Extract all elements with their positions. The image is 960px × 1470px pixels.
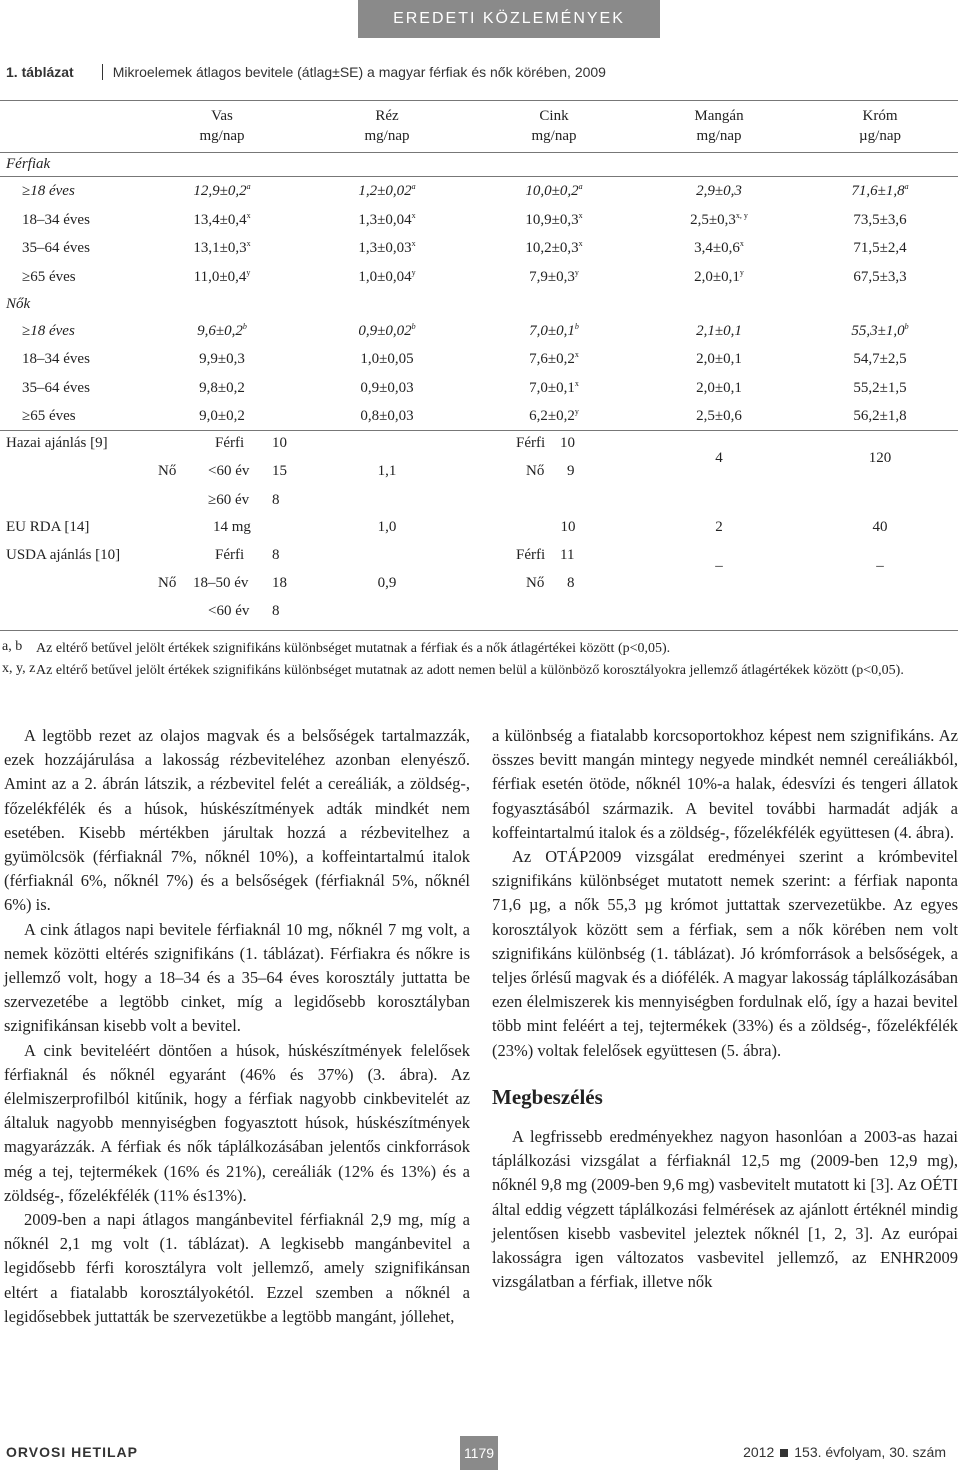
column-unit: mg/nap: [364, 128, 410, 144]
row-label: 18–34 éves: [22, 351, 90, 367]
recommendation-cell: Férfi: [516, 547, 546, 563]
row-label: 35–64 éves: [22, 240, 90, 256]
recommendation-cell: Férfi: [516, 435, 546, 451]
recommendation-cell: 10: [560, 435, 575, 451]
page-number: 1179: [463, 1445, 495, 1461]
recommendation-cell: –: [715, 558, 723, 574]
paragraph: A cink beviteléért döntően a húsok, húskészítmények felelősek férfiaknál és nőknél egyaránt (46% és 37%) (3. ábra). Az élelmiszerprofilból kitűnik, hogy a férfiak nagyobb cinkbevitelét az általuk nagyobb mennyiségben fogyasztott húsok, húskészítmények magyarázzák. A férfiak és nők táplálkozásában jelentős cinkforrások még a tej, tejtermékek (16% és 21%), cereáliák (12% és 13%) és a zöldség-, főzelékfélék (11% és13%).: [4, 1040, 470, 1205]
recommendation-cell: <60 év: [208, 463, 250, 479]
paragraph: 2009-ben a napi átlagos mangánbevitel férfiaknál 2,9 mg, míg a nőknél 2,1 mg volt (1. táblázat). A legkisebb mangánbevitel a legidősebb férfi korosztályra volt jellemző, amely szignifikánsan eltért a fiatalabb korosztályokétól. Ezzel szemben a nőknél a legidősebbek juttatták be szervezetükbe a legtöbb mangánt, jóllehet,: [4, 1210, 470, 1326]
recommendation-cell: 18–50 év: [193, 575, 249, 591]
significance-superscript: b: [242, 322, 247, 331]
significance-superscript: y: [246, 268, 251, 277]
body-column-left: [4, 724, 470, 1329]
table-rule: [0, 100, 958, 101]
value-cell: 0,9±0,02$^b$: [358, 322, 416, 339]
value-cell: 2,5±0,6: [696, 408, 742, 424]
row-label: ≥18 éves: [22, 323, 75, 339]
value-cell: 0,9±0,03: [360, 380, 414, 396]
value-cell: 9,9±0,3: [199, 351, 245, 367]
section-header-text: EREDETI KÖZLEMÉNYEK: [393, 10, 625, 27]
significance-superscript: y: [739, 268, 744, 277]
recommendation-cell: 18: [272, 575, 287, 591]
value-cell: 12,9±0,2$^a$: [193, 182, 251, 199]
issue-info: [743, 1444, 946, 1460]
value-cell: $7,6\pm 0,2^x$: [529, 350, 579, 367]
significance-superscript: x: [574, 350, 579, 359]
recommendation-cell: 8: [272, 603, 280, 619]
significance-superscript: x: [246, 239, 251, 248]
value-cell: 56,2±1,8: [853, 408, 907, 424]
value-cell: $11,0\pm 0,4^y$: [193, 268, 251, 285]
row-label: ≥18 éves: [22, 183, 75, 199]
group-label-men: Férfiak: [6, 156, 51, 172]
value-cell: 2,0±0,1: [696, 380, 742, 396]
value-cell: $7,0\pm 0,1^x$: [529, 379, 579, 396]
table-rule: [0, 430, 958, 431]
value-cell: 1,2±0,02$^a$: [358, 182, 416, 199]
value-cell: 10,0±0,2$^a$: [525, 182, 583, 199]
value-cell: $1,3\pm 0,03^x$: [358, 239, 416, 256]
value-cell: 2,1±0,1: [696, 323, 742, 339]
significance-superscript: a: [904, 182, 909, 191]
value-cell: $3,4\pm 0,6^x$: [694, 239, 744, 256]
value-cell: $1,3\pm 0,04^x$: [358, 211, 416, 228]
table-rule: [0, 176, 958, 177]
table-title: Mikroelemek átlagos bevitele (átlag±SE) a magyar férfiak és nők körében, 2009: [112, 64, 606, 80]
value-cell: 71,6±1,8$^a$: [851, 182, 909, 199]
column-header: Vas: [211, 108, 233, 124]
footnote-ab-text: Az eltérő betűvel jelölt értékek szignifikáns különbséget mutatnak a férfiak és a nők átlagértékei között (p<0,05).: [36, 641, 671, 656]
value-cell: 2,9±0,3: [696, 183, 742, 199]
significance-superscript: b: [904, 322, 909, 331]
footnote-xyz-text: Az eltérő betűvel jelölt értékek szignifikáns különbséget mutatnak az adott nemen belül a különböző korosztályokra jellemző átlagértékek között (p<0,05).: [36, 663, 904, 678]
paragraph: A legfrissebb eredményekhez nagyon hasonlóan a 2003-as hazai táplálkozási vizsgálat a férfiaknál 12,5 mg (2009-ben 12,9 mg), nőknél 9,8 mg (2009-ben 9,6 mg) vasbevitelt mutatott ki [3]. Az OÉTI által eddig végzett táplálkozási felmérések az ajánlott értéknél mindig jelentősen kisebb vasbevitel jeleztek nőknél [1, 2, 3]. Az európai lakosságra igen változatos vasbevitel jellemző, az ENHR2009 vizsgálatban a férfiak, illetve nők: [492, 1127, 958, 1292]
recommendation-cell: 1,0: [377, 519, 397, 535]
recommendation-cell: Nő: [158, 463, 177, 479]
recommendation-cell: 9: [567, 463, 575, 479]
recommendation-cell: 40: [872, 519, 888, 535]
significance-superscript: x: [578, 211, 583, 220]
value-cell: $1,0\pm 0,04^y$: [358, 268, 416, 285]
significance-superscript: x: [574, 379, 579, 388]
column-unit: mg/nap: [531, 128, 577, 144]
column-unit: µg/nap: [859, 128, 901, 144]
value-cell: 7,0±0,1$^b$: [529, 322, 579, 339]
recommendation-cell: 8: [272, 547, 280, 563]
row-label: EU RDA [14]: [6, 519, 90, 535]
value-cell: 9,6±0,2$^b$: [197, 322, 247, 339]
significance-superscript: x, y: [735, 211, 748, 220]
significance-superscript: b: [411, 322, 416, 331]
journal-name: ORVOSI HETILAP: [6, 1444, 138, 1460]
value-cell: $2,5\pm 0,3^{x, y}$: [690, 211, 748, 228]
recommendation-cell: 10: [272, 435, 287, 451]
recommendation-cell: 120: [868, 450, 892, 466]
paragraph: A cink átlagos napi bevitele férfiaknál 10 mg, nőknél 7 mg volt, a nemek közötti eltérés szignifikáns (1. táblázat). Férfiakra és nőkre is jellemző volt, hogy a 18–34 és a 35–64 éves korosztály juttatta be szervezetébe a legtöbb cinket, míg a legidősebb korosztályban szignifikánsan kisebb volt a bevitel.: [4, 919, 470, 1036]
significance-superscript: a: [246, 182, 251, 191]
value-cell: $13,4\pm 0,4^x$: [193, 211, 251, 228]
value-cell: $6,2\pm 0,2^y$: [529, 407, 579, 424]
value-cell: 55,2±1,5: [853, 380, 907, 396]
significance-superscript: y: [574, 407, 579, 416]
section-heading: Megbeszélés: [492, 1084, 603, 1109]
recommendation-cell: ≥60 év: [208, 492, 250, 508]
recommendation-cell: 8: [272, 492, 280, 508]
recommendation-cell: 15: [272, 463, 287, 479]
paragraph: a különbség a fiatalabb korcsoportokhoz képest nem szignifikáns. Az összes bevitt mangán mintegy negyede mindkét nemnél cereáliákból, férfiak esetén ötöde, nőknél 10%-a halak, édesvízi és tengeri állatok fogyasztásából származik. A bevitel további harmadát adják a koffeintartalmú italok és a zöldség-, főzelékfélék együttesen (4. ábra).: [492, 726, 958, 842]
recommendation-cell: Nő: [526, 463, 545, 479]
value-cell: $10,9\pm 0,3^x$: [525, 211, 583, 228]
row-label: ≥65 éves: [22, 269, 76, 285]
table-rule: [0, 630, 958, 631]
significance-superscript: x: [739, 239, 744, 248]
value-cell: $2,0\pm 0,1^y$: [694, 268, 744, 285]
page-number-box: [460, 1436, 498, 1470]
significance-superscript: x: [578, 239, 583, 248]
significance-superscript: x: [411, 239, 416, 248]
row-label: 18–34 éves: [22, 212, 90, 228]
recommendation-cell: –: [876, 558, 884, 574]
micronutrient-table: [0, 0, 960, 640]
recommendation-cell: Férfi: [215, 547, 245, 563]
significance-superscript: y: [574, 268, 579, 277]
square-separator-icon: [780, 1449, 788, 1457]
table-number: 1. táblázat: [6, 64, 74, 80]
recommendation-cell: Nő: [526, 575, 545, 591]
value-cell: 54,7±2,5: [853, 351, 907, 367]
recommendation-cell: 1,1: [377, 463, 397, 479]
recommendation-cell: 8: [567, 575, 575, 591]
column-unit: mg/nap: [696, 128, 742, 144]
significance-superscript: y: [411, 268, 416, 277]
paragraph: A legtöbb rezet az olajos magvak és a belsőségek tartalmazzák, ezek hozzájárulása a lakosság rézbeviteléhez azonban elenyésző. Amint az a 2. ábrán látszik, a rézbevitel felét a cereáliák, a zöldség-, főzelékfélék és a húsok, húskészítmények adták mindkét nem esetében. Kisebb mértékben járultak hozzá a rézbevitelhez a gyümölcsök (férfiaknál 7%, nőknél 10%), a koffeintartalmú italok (férfiaknál 6%, nőknél 7%) és a belsőségek (férfiaknál 5%, nőknél 6%) is.: [4, 726, 470, 915]
year: 2012: [743, 1444, 775, 1460]
column-header: Króm: [862, 108, 898, 124]
recommendation-cell: 0,9: [377, 575, 397, 591]
column-header: Cink: [539, 108, 569, 124]
column-header: Réz: [375, 108, 399, 124]
footnote-xyz-mark: x, y, z: [2, 661, 36, 676]
recommendation-cell: 2: [715, 519, 723, 535]
value-cell: 9,0±0,2: [199, 408, 245, 424]
group-label-women: Nők: [6, 296, 31, 312]
recommendation-cell: 10: [560, 519, 576, 535]
recommendation-cell: 11: [560, 547, 575, 563]
value-cell: $13,1\pm 0,3^x$: [193, 239, 251, 256]
row-label: 35–64 éves: [22, 380, 90, 396]
significance-superscript: a: [411, 182, 416, 191]
table-rule: [0, 152, 958, 153]
significance-superscript: a: [578, 182, 583, 191]
volume-issue: 153. évfolyam, 30. szám: [794, 1444, 946, 1460]
row-label: USDA ajánlás [10]: [6, 547, 121, 563]
row-label: Hazai ajánlás [9]: [6, 435, 108, 451]
column-header: Mangán: [694, 108, 744, 124]
value-cell: 2,0±0,1: [696, 351, 742, 367]
value-cell: 55,3±1,0$^b$: [851, 322, 909, 339]
recommendation-cell: Nő: [158, 575, 177, 591]
value-cell: 0,8±0,03: [360, 408, 414, 424]
value-cell: 67,5±3,3: [853, 269, 907, 285]
significance-superscript: b: [574, 322, 579, 331]
value-cell: 71,5±2,4: [853, 240, 907, 256]
value-cell: 1,0±0,05: [360, 351, 414, 367]
significance-superscript: x: [411, 211, 416, 220]
value-cell: $7,9\pm 0,3^y$: [529, 268, 579, 285]
row-label: ≥65 éves: [22, 408, 76, 424]
recommendation-cell: Férfi: [215, 435, 245, 451]
significance-superscript: x: [246, 211, 251, 220]
value-cell: 9,8±0,2: [199, 380, 245, 396]
footnote-ab-mark: a, b: [2, 639, 23, 654]
recommendation-cell: 4: [715, 450, 723, 466]
recommendation-cell: 14 mg: [213, 519, 251, 535]
recommendation-cell: <60 év: [208, 603, 250, 619]
value-cell: 73,5±3,6: [853, 212, 907, 228]
paragraph: Az OTÁP2009 vizsgálat eredményei szerint a krómbevitel szignifikáns különbséget mutatott nemek szerint: a férfiak naponta 71,6 µg, a nők 55,3 µg krómot juttattak szervezetükbe. Az egyes korosztályok között sem a férfiak, sem a nők körében nem volt szignifikáns különbség (1. táblázat). Jó krómforrások a belsőségek, a teljes őrlésű magvak és a diófélék. A magyar lakosság táplálkozásában ezen élelmiszerek kis mennyiségben fordulnak elő, így a hazai bevitel több mint feléért a tej, tejtermékek (33%) és a zöldség-, főzelékfélék (23%) voltak felelősek együttesen (5. ábra).: [492, 847, 958, 1060]
column-unit: mg/nap: [199, 128, 245, 144]
body-column-right: [492, 724, 958, 1294]
value-cell: $10,2\pm 0,3^x$: [525, 239, 583, 256]
